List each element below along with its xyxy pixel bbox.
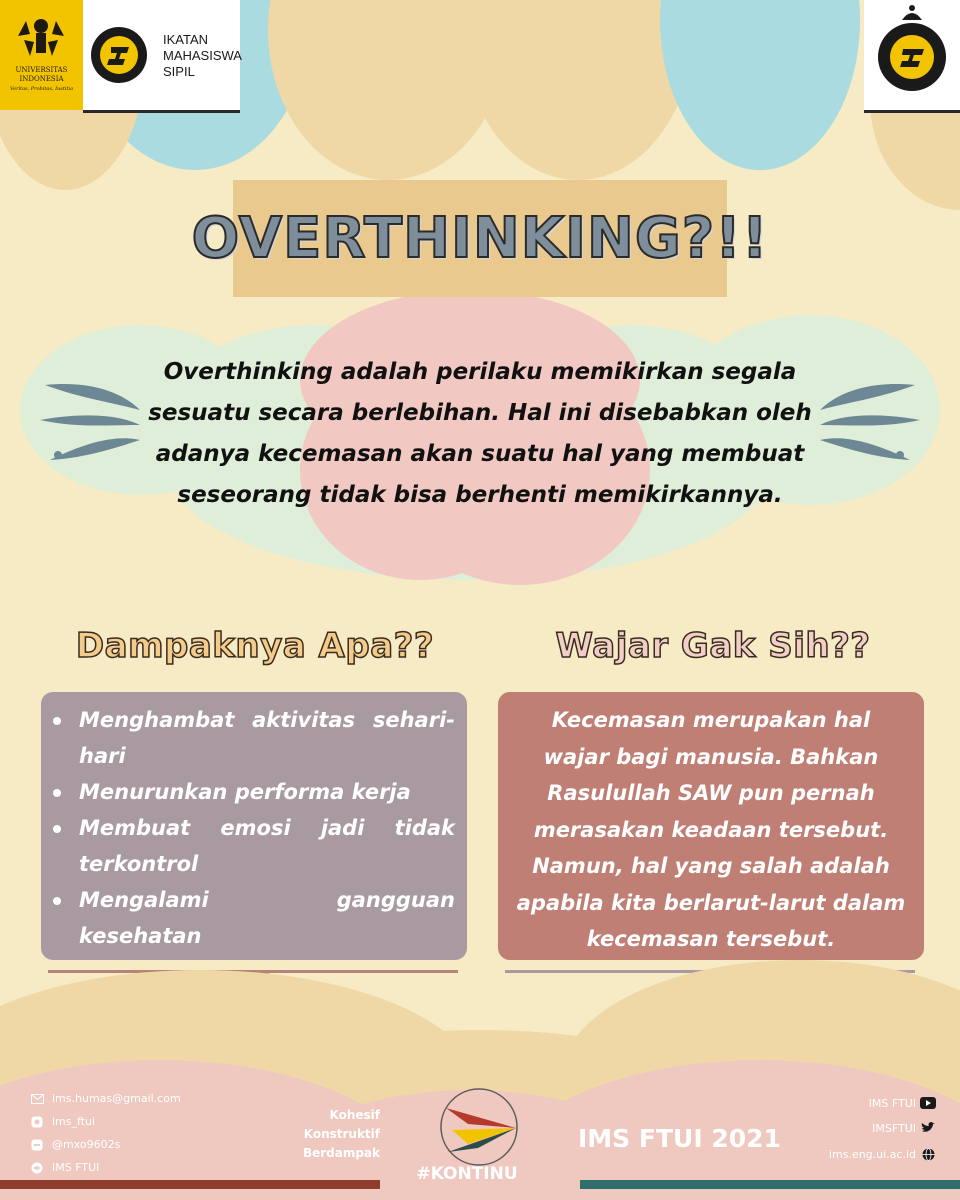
- normal-heading: Wajar Gak Sih??: [555, 626, 871, 666]
- bullet-icon: [53, 789, 61, 797]
- other-text: IMS FTUI: [52, 1161, 100, 1174]
- website-text: ims.eng.ui.ac.id: [828, 1147, 916, 1161]
- email-contact[interactable]: [30, 1092, 181, 1105]
- ui-emblem-icon: [0, 6, 83, 66]
- ims-logo-line2: MAHASISWA: [163, 48, 242, 63]
- title-box: [191, 180, 769, 297]
- impact-list: [79, 702, 455, 954]
- tagline-line-3: Berdampak: [302, 1146, 380, 1160]
- normal-card: [498, 692, 924, 960]
- bullet-icon: [53, 717, 61, 725]
- list-item: Mengalami gangguan kesehatan: [79, 882, 455, 954]
- instagram-contact[interactable]: [30, 1115, 95, 1128]
- ui-logo-motto: Veritas, Probitas, Iustitia: [9, 86, 74, 92]
- list-item: Menurunkan performa kerja: [79, 774, 455, 810]
- instagram-text: ims_ftui: [52, 1115, 96, 1128]
- line-text: @mxo9602s: [52, 1138, 121, 1151]
- youtube-link[interactable]: [869, 1096, 936, 1110]
- page-title: OVERTHINKING?!!: [191, 206, 769, 271]
- ims-logo-box: [83, 0, 240, 113]
- tagline: [290, 1106, 380, 1163]
- twitter-text: IMSFTUI: [872, 1121, 916, 1135]
- tagline-line-1: Kohesif: [329, 1108, 380, 1122]
- brand-year: IMS FTUI 2021: [578, 1124, 781, 1153]
- ims-emblem-icon: [89, 25, 149, 85]
- email-text: ims.humas@gmail.com: [52, 1092, 181, 1105]
- impact-heading: Dampaknya Apa??: [75, 626, 435, 666]
- globe-icon: [920, 1147, 936, 1161]
- right-emblem-box: [864, 0, 960, 113]
- line-contact[interactable]: [30, 1138, 120, 1151]
- twitter-link[interactable]: [872, 1121, 936, 1135]
- intro-text: Overthinking adalah perilaku memikirkan segala sesuatu secara berlebihan. Hal ini disebabkan oleh adanya kecemasan akan suatu hal yang membuat seseorang tidak bisa berhenti memikirkannya.: [148, 359, 812, 508]
- ui-logo-text: UNIVERSITAS INDONESIA: [15, 66, 68, 83]
- bullet-icon: [53, 897, 61, 905]
- normal-card-text: Kecemasan merupakan hal wajar bagi manusia. Bahkan Rasulullah SAW pun pernah merasakan keadaan tersebut. Namun, hal yang salah adalah apabila kita berlarut-larut dalam kecemasan tersebut.: [516, 708, 906, 951]
- twitter-icon: [920, 1121, 936, 1135]
- line-icon: [30, 1139, 44, 1151]
- impact-card: [41, 692, 467, 960]
- cap-icon: [30, 1162, 44, 1174]
- youtube-icon: [920, 1096, 936, 1110]
- ims-logo-line1: IKATAN: [163, 32, 209, 47]
- list-item: Membuat emosi jadi tidak terkontrol: [79, 810, 455, 882]
- bullet-icon: [53, 825, 61, 833]
- footer-bar-left: [0, 1180, 380, 1189]
- instagram-icon: [30, 1116, 44, 1128]
- ims-logo-line3: SIPIL: [163, 64, 195, 79]
- crowned-emblem-icon: [872, 2, 952, 102]
- other-contact[interactable]: [30, 1161, 99, 1174]
- tagline-line-2: Konstruktif: [303, 1127, 380, 1141]
- list-item: Menghambat aktivitas sehari-hari: [79, 702, 455, 774]
- kontinu-logo-icon: [438, 1086, 520, 1168]
- hashtag: #KONTINU: [416, 1164, 518, 1184]
- ui-logo-box: [0, 0, 83, 110]
- mail-icon: [30, 1093, 44, 1105]
- youtube-text: IMS FTUI: [868, 1096, 916, 1110]
- website-link[interactable]: [829, 1147, 936, 1161]
- footer-bar-right: [580, 1180, 960, 1189]
